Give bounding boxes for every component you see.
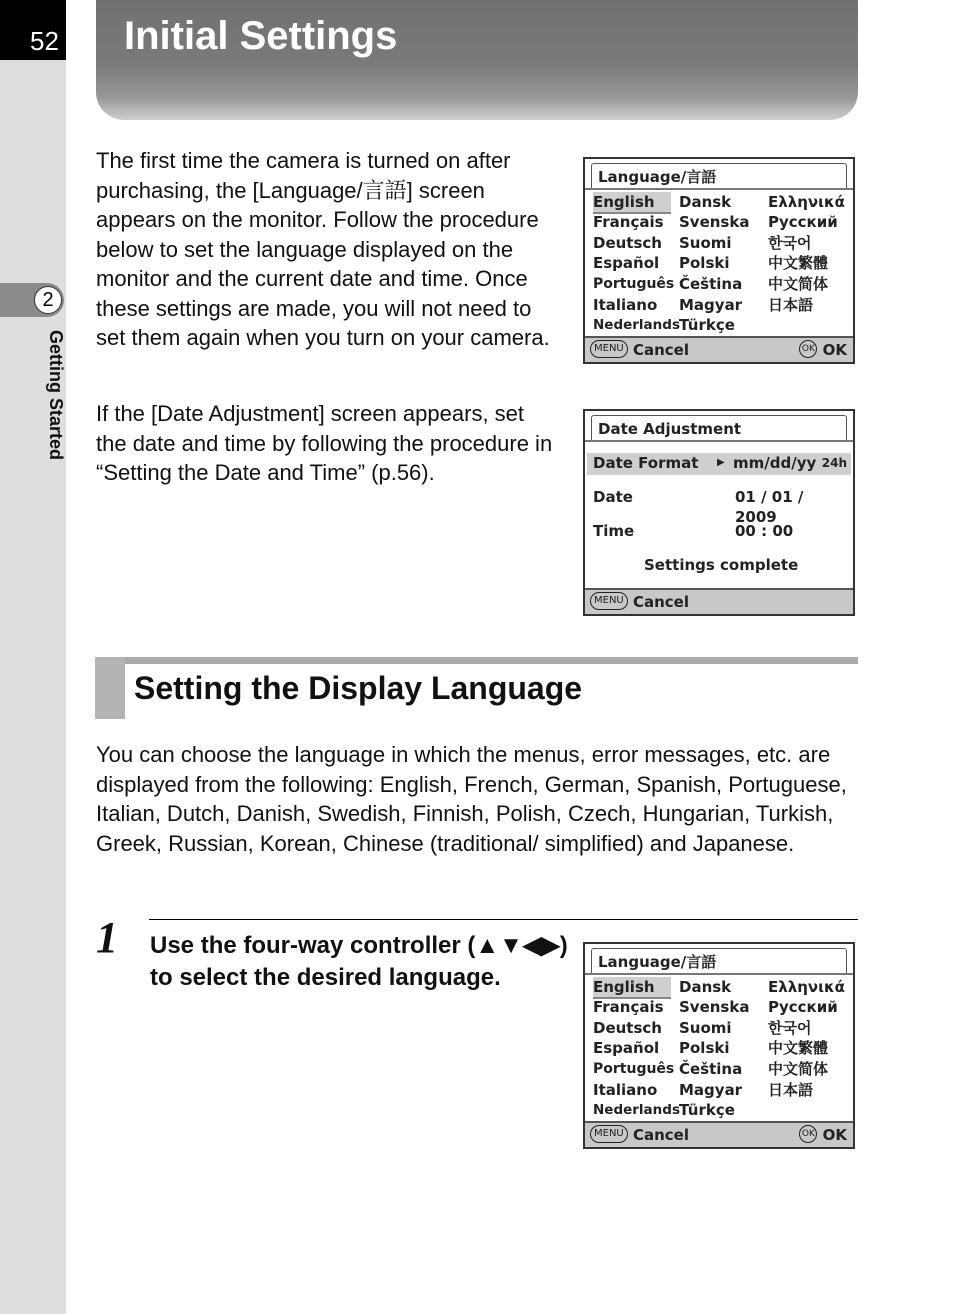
ok-label: OK xyxy=(822,341,847,359)
language-item-italiano[interactable]: Italiano xyxy=(593,1081,658,1099)
chapter-number: 2 xyxy=(34,286,62,314)
side-margin xyxy=(0,0,66,1314)
language-item-polski[interactable]: Polski xyxy=(679,254,730,272)
language-item-english[interactable]: English xyxy=(593,192,671,214)
language-item-greek[interactable]: Ελληνικά xyxy=(768,193,845,211)
language-item-svenska[interactable]: Svenska xyxy=(679,213,750,231)
language-item-cestina[interactable]: Čeština xyxy=(679,1060,743,1078)
screen-footer xyxy=(585,1121,853,1147)
section-body: You can choose the language in which the menus, error messages, etc. are displayed from the following: English, French, German, Spanish, Portuguese, Italian, Dutch, Danish, Swedish, Finnish, Polish, Czech, Hungarian, Turkish, Greek, Russian, Korean, Chinese (traditional/ simplified) and Japanese. xyxy=(96,742,847,856)
date-format-row[interactable] xyxy=(587,453,851,475)
tab-underline xyxy=(585,188,853,190)
language-item-chinese-simplified[interactable]: 中文简体 xyxy=(768,275,829,293)
tab-underline xyxy=(585,440,853,442)
language-item-nederlands[interactable]: Nederlands xyxy=(593,317,680,333)
language-screen xyxy=(583,157,855,364)
language-item-english[interactable]: English xyxy=(593,977,671,999)
ok-button-icon: OK xyxy=(799,340,817,358)
language-item-svenska[interactable]: Svenska xyxy=(679,998,750,1016)
time-value: 00 : 00 xyxy=(735,522,794,540)
section-title: Setting the Display Language xyxy=(134,670,583,706)
language-item-deutsch[interactable]: Deutsch xyxy=(593,1019,662,1037)
screen-footer xyxy=(585,336,853,362)
intro-paragraph-1: The first time the camera is turned on after purchasing, the [Language/言語] screen appears on the monitor. Follow the procedure below to set the language displayed on the monitor and the current date and time. Once these settings are made, you will not need to set them again when you turn on your camera. xyxy=(96,148,550,350)
language-item-francais[interactable]: Français xyxy=(593,998,664,1016)
language-item-deutsch[interactable]: Deutsch xyxy=(593,234,662,252)
language-item-portugues[interactable]: Português xyxy=(593,276,675,292)
date-adjustment-screen xyxy=(583,409,855,616)
language-item-japanese[interactable]: 日本語 xyxy=(768,296,814,314)
menu-button-icon: MENU xyxy=(590,340,628,358)
right-arrow-icon: ▶ xyxy=(717,457,725,468)
date-format-label: Date Format xyxy=(593,454,699,472)
page-number: 52 xyxy=(30,26,59,56)
step-number: 1 xyxy=(96,913,118,962)
language-item-espanol[interactable]: Español xyxy=(593,254,660,272)
language-item-chinese-traditional[interactable]: 中文繁體 xyxy=(768,1039,829,1057)
language-item-cestina[interactable]: Čeština xyxy=(679,275,743,293)
language-item-polski[interactable]: Polski xyxy=(679,1039,730,1057)
ok-button-icon: OK xyxy=(799,1125,817,1143)
screen-title: Date Adjustment xyxy=(591,415,847,442)
screen-title: Language/言語 xyxy=(591,948,847,975)
cancel-label[interactable]: Cancel xyxy=(632,341,689,359)
cancel-label[interactable]: Cancel xyxy=(632,593,689,611)
chapter-title: Getting Started xyxy=(46,330,66,461)
time-row[interactable] xyxy=(593,521,847,541)
ok-group[interactable] xyxy=(799,1123,847,1147)
ok-group[interactable] xyxy=(799,338,847,362)
language-item-magyar[interactable]: Magyar xyxy=(679,1081,743,1099)
language-item-dansk[interactable]: Dansk xyxy=(679,978,732,996)
language-item-russian[interactable]: Русский xyxy=(768,213,838,231)
menu-button-icon: MENU xyxy=(590,1125,628,1143)
language-item-chinese-simplified[interactable]: 中文简体 xyxy=(768,1060,829,1078)
language-item-italiano[interactable]: Italiano xyxy=(593,296,658,314)
language-item-espanol[interactable]: Español xyxy=(593,1039,660,1057)
page-number-box xyxy=(0,0,66,60)
language-item-turkce[interactable]: Türkçe xyxy=(679,1101,735,1119)
time-label: Time xyxy=(593,522,635,540)
step-text: Use the four-way controller (▲▼◀▶) to select the desired language. xyxy=(150,932,568,991)
page-title: Initial Settings xyxy=(124,14,398,58)
language-item-suomi[interactable]: Suomi xyxy=(679,234,732,252)
language-item-greek[interactable]: Ελληνικά xyxy=(768,978,845,996)
language-item-suomi[interactable]: Suomi xyxy=(679,1019,732,1037)
language-item-magyar[interactable]: Magyar xyxy=(679,296,743,314)
language-item-portugues[interactable]: Português xyxy=(593,1061,675,1077)
date-value: 01 / 01 / 2009 xyxy=(735,488,804,526)
page-header xyxy=(96,0,858,120)
screen-footer xyxy=(585,588,853,614)
language-item-nederlands[interactable]: Nederlands xyxy=(593,1102,680,1118)
screen-title: Language/言語 xyxy=(591,163,847,190)
language-item-korean[interactable]: 한국어 xyxy=(768,1019,812,1037)
language-screen-step xyxy=(583,942,855,1149)
language-item-dansk[interactable]: Dansk xyxy=(679,193,732,211)
date-row[interactable] xyxy=(593,487,847,526)
language-item-turkce[interactable]: Türkçe xyxy=(679,316,735,334)
cancel-label[interactable]: Cancel xyxy=(632,1126,689,1144)
ok-label: OK xyxy=(822,1126,847,1144)
language-item-francais[interactable]: Français xyxy=(593,213,664,231)
date-format-value: mm/dd/yy xyxy=(733,454,817,472)
language-item-chinese-traditional[interactable]: 中文繁體 xyxy=(768,254,829,272)
language-item-korean[interactable]: 한국어 xyxy=(768,234,812,252)
menu-button-icon: MENU xyxy=(590,592,628,610)
section-rule xyxy=(95,657,858,664)
step-rule xyxy=(149,919,858,920)
clock-mode: 24h xyxy=(821,456,847,470)
language-item-russian[interactable]: Русский xyxy=(768,998,838,1016)
section-marker xyxy=(95,657,125,719)
date-label: Date xyxy=(593,488,633,506)
settings-complete-button[interactable]: Settings complete xyxy=(644,556,799,574)
intro-paragraph-2: If the [Date Adjustment] screen appears, set the date and time by following the procedure in “Setting the Date and Time” (p.56). xyxy=(96,401,553,485)
language-item-japanese[interactable]: 日本語 xyxy=(768,1081,814,1099)
tab-underline xyxy=(585,973,853,975)
